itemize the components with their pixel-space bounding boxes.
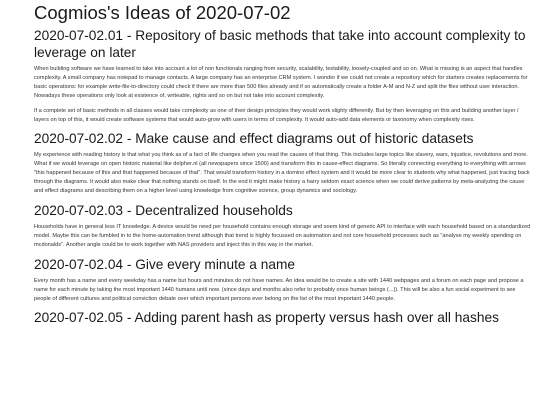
idea-paragraph: Every month has a name and every weekday has a name but hours and minutes do not have names. An idea would be to create a site with 1440 webpages and a forum on each page and propose a name for each minute by taking the most important 1440 humans until now. (since days and months also refer to probably once human beings (...)). This will be also a fun social experiment to see people of different cultures and political conviction debate over which important persons ever belong on the list of the most important 1440 people. bbox=[34, 277, 524, 302]
idea-heading: 2020-07-02.05 - Adding parent hash as property versus hash over all hashes bbox=[34, 310, 499, 326]
idea-section bbox=[34, 27, 532, 124]
idea-paragraph: Households have in general less IT knowledge. A device would be need per household contains enough storage and soem kind of generic API to interface with each household based on a standardized model. Maybe this can be fumbled in to the home-automation trend although that trend is highly focussed on automation and not core household processes such as "analyse my weekly spending on mcdonalds". Another angle could be to work together with NAS providers and inject this in this way in the market. bbox=[34, 223, 531, 248]
page-title: Cogmios's Ideas of 2020-07-02 bbox=[34, 2, 291, 23]
idea-paragraph: When building software we have learned to take into account a lot of non functionals ranging from security, scalability, testability, loosely-coupled and so on. What is missing is an aspect that handles complexity. A small company has notepad to manage contacts. A large company has an enterprise CRM system. I wonder if we could not create a repository which for starters creates replacements for basic operations: for example write-file-to-directory could check if there are more than 500 files already and if so automatically create a folder A-M and N-Z and split the files without user interaction. Nowadays these operations only look at existence of, writeable, rights and so on but not take into account complexity. bbox=[34, 66, 528, 99]
idea-heading: 2020-07-02.03 - Decentralized households bbox=[34, 202, 293, 218]
idea-paragraph: If a complete set of basic methods in all classes would take complexity as one of their design principles they would work slighly differently. But by then leveraging on this and building another layer / layers on top of this, it would create software systems that would auto-grow with users in terms of complexity. It would auto-add data elements or taxonomy when complexity rises. bbox=[34, 107, 519, 123]
idea-section bbox=[34, 256, 532, 304]
idea-paragraph: My experience with reading history is that what you think as of a fact of life changes when you read the causes of that thing. This includes large topics like slavery, wars, injustice, revolutions and more. What if we would leverage on open historic material like delpher.nl (all newspapers since 1500) and transform this in cause-effect diagrams. So literally connecting everything to everything with arrows "this happened because of this and that happened because of that". That would transform history in a domino effect system and it would be more clear to students why what happened, just tracing back through the diagrams. It would also make clear that nothing stands on itself. In the end it might make history a harry seldom exact science when we could derive patterns by meta-analyzing the cause and effect diagrams and describing them on a higher level using knowledge from cognitive science, group dynamics and sociology. bbox=[34, 152, 530, 195]
idea-section bbox=[34, 130, 532, 196]
idea-section bbox=[34, 309, 532, 326]
idea-heading: 2020-07-02.01 - Repository of basic methods that take into account complexity to leverage on later bbox=[34, 28, 526, 60]
idea-heading: 2020-07-02.04 - Give every minute a name bbox=[34, 256, 295, 272]
idea-heading: 2020-07-02.02 - Make cause and effect diagrams out of historic datasets bbox=[34, 131, 474, 147]
idea-section bbox=[34, 202, 532, 250]
